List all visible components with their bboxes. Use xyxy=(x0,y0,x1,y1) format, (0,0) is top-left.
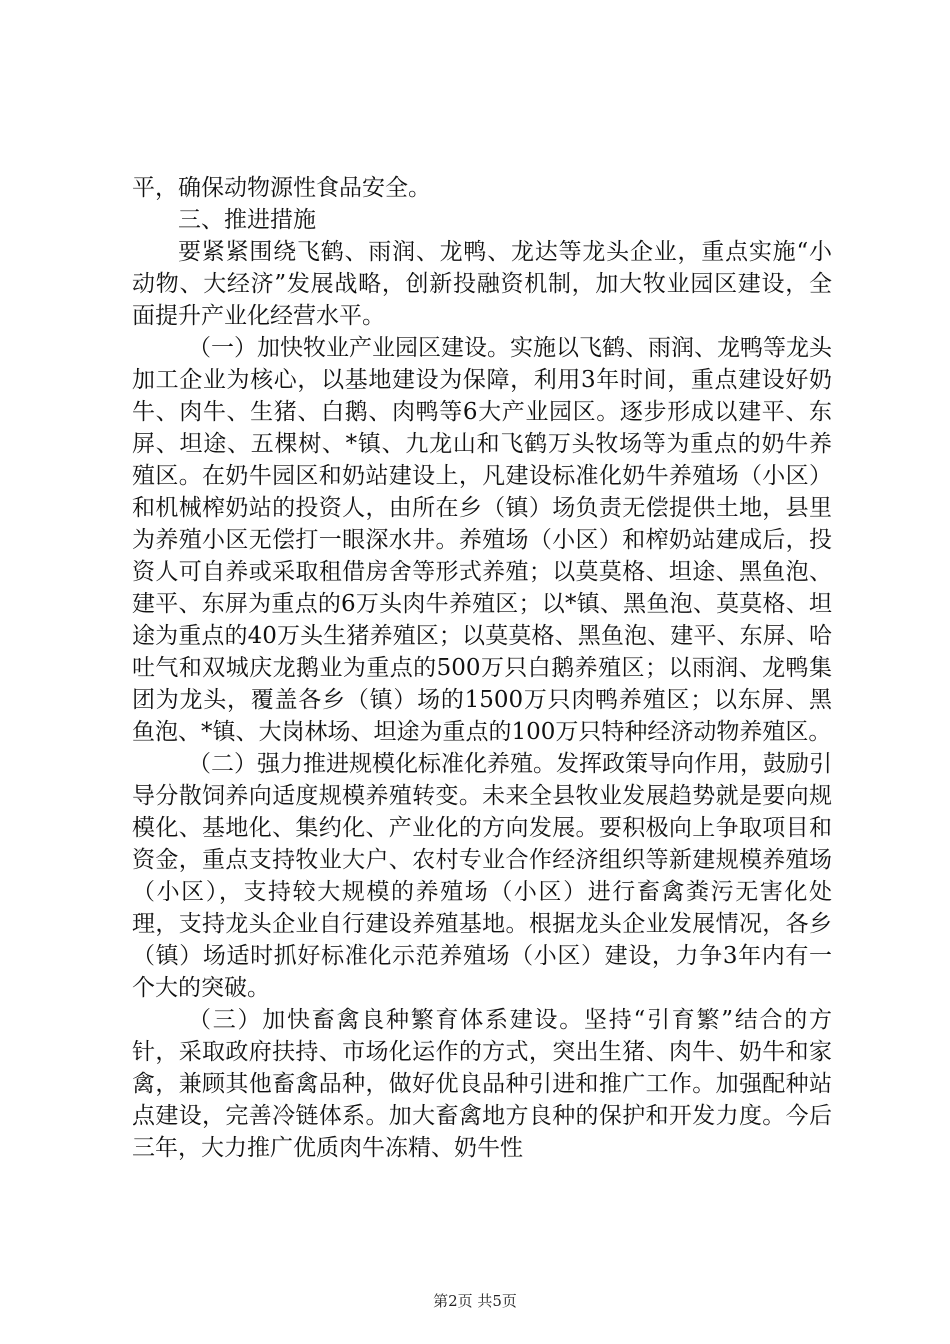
paragraph-intro: 要紧紧围绕飞鹤、雨润、龙鸭、龙达等龙头企业，重点实施“小动物、大经济”发展战略，创新投融资机制，加大牧业园区建设，全面提升产业化经营水平。 xyxy=(132,239,832,329)
paragraph-item-2: （二）强力推进规模化标准化养殖。发挥政策导向作用，鼓励引导分散饲养向适度规模养殖转变。未来全县牧业发展趋势就是要向规模化、基地化、集约化、产业化的方向发展。要积极向上争取项目和资金，重点支持牧业大户、农村专业合作经济组织等新建规模养殖场（小区），支持较大规模的养殖场（小区）进行畜禽粪污无害化处理，支持龙头企业自行建设养殖基地。根据龙头企业发展情况，各乡（镇）场适时抓好标准化示范养殖场（小区）建设，力争3年内有一个大的突破。 xyxy=(132,751,832,1001)
paragraph-item-1: （一）加快牧业产业园区建设。实施以飞鹤、雨润、龙鸭等龙头加工企业为核心，以基地建设为保障，利用3年时间，重点建设好奶牛、肉牛、生猪、白鹅、肉鸭等6大产业园区。逐步形成以建平、东屏、坦途、五棵树、*镇、九龙山和飞鹤万头牧场等为重点的奶牛养殖区。在奶牛园区和奶站建设上，凡建设标准化奶牛养殖场（小区）和机械榨奶站的投资人，由所在乡（镇）场负责无偿提供土地，县里为养殖小区无偿打一眼深水井。养殖场（小区）和榨奶站建成后，投资人可自养或采取租借房舍等形式养殖；以莫莫格、坦途、黑鱼泡、建平、东屏为重点的6万头肉牛养殖区；以*镇、黑鱼泡、莫莫格、坦途为重点的40万头生猪养殖区；以莫莫格、黑鱼泡、建平、东屏、哈吐气和双城庆龙鹅业为重点的500万只白鹅养殖区；以雨润、龙鸭集团为龙头，覆盖各乡（镇）场的1500万只肉鸭养殖区；以东屏、黑鱼泡、*镇、大岗林场、坦途为重点的100万只特种经济动物养殖区。 xyxy=(132,335,832,745)
paragraph-item-3: （三）加快畜禽良种繁育体系建设。坚持“引育繁”结合的方针，采取政府扶持、市场化运作的方式，突出生猪、肉牛、奶牛和家禽，兼顾其他畜禽品种，做好优良品种引进和推广工作。加强配种站点建设，完善冷链体系。加大畜禽地方良种的保护和开发力度。今后三年，大力推广优质肉牛冻精、奶牛性 xyxy=(132,1007,832,1161)
page-footer: 第2页 共5页 xyxy=(433,1292,517,1310)
section-heading: 三、推进措施 xyxy=(178,207,316,233)
document-body xyxy=(132,172,832,1164)
paragraph-continuation: 平，确保动物源性食品安全。 xyxy=(132,175,431,201)
